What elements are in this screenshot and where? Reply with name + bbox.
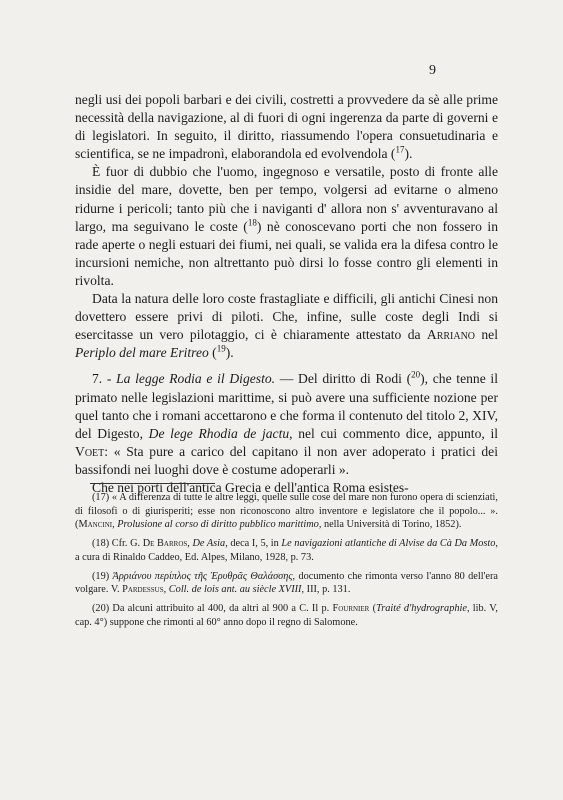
work-title: Prolusione al corso di diritto pubblico marittimo — [117, 519, 319, 531]
section-number: 7. - — [92, 371, 117, 387]
author-name: Fournier — [332, 602, 370, 614]
author-name: Mancini — [78, 519, 113, 531]
main-text — [75, 91, 498, 497]
work-title: Periplo del mare Eritreo — [75, 345, 209, 361]
author-name: De Barros — [142, 538, 188, 550]
section-heading: La legge Rodia e il Digesto. — [116, 371, 276, 387]
work-title: Le navigazioni atlantiche di Alvise da Cà Da Mosto — [281, 538, 496, 550]
paragraph-5: Che nei porti dell'antica Grecia e dell'antica Roma esistes- — [92, 479, 409, 495]
footnotes — [75, 491, 498, 634]
footnote-20: (20) Da alcuni attribuito al 400, da altri al 900 a C. Il p. Fournier (Traité d'hydrographie, lib. V, cap. 4°) suppone che rimonti al 60° anno dopo il regno di Salomone. — [75, 602, 498, 628]
section-7-paragraph: 7. - La legge Rodia e il Digesto. — Del diritto di Rodi ($^{20}$), che tenne il primato nelle legislazioni marittime, si può avere una sufficiente nozione per quel tanto che i romani accettarono e che forma il contenuto del titolo 2, XIV, del Digesto, De lege Rhodia de jactu, nel cui commento dice, appunto, il Voet: « Sta pure a carico del capitano il non aver adoperato i pratici dei bassifondi nei luoghi dove è costume adoperarli ». — [75, 369, 498, 477]
paragraph-3: Data la natura delle loro coste frastagliate e difficili, gli antichi Cinesi non dovettero essere privi di piloti. Che, infine, sulle coste degli Indi si esercitasse un vero pilotaggio, ci è chiaramente attestato da Arriano nel Periplo del mare Eritreo ($^{19}$). — [75, 291, 498, 361]
work-title: De Asia — [192, 538, 226, 550]
paragraph-2: È fuor di dubbio che l'uomo, ingegnoso e versatile, posto di fronte alle insidie del mare, dovette, ben per tempo, volgersi ad evitarne o almeno ridurne i pericoli; tanto più che i naviganti d' allora non s' avventuravano al largo, ma seguivano le coste ($^{18}$) nè conoscevano porti che non fossero in rade aperte o negli estuari dei fiumi, nei quali, se valida era la difesa contro le incursioni nemiche, non altrettanto può dirsi lo fosse contro gli elementi in rivolta. — [75, 164, 498, 288]
footnote-ref-20: 20 — [411, 369, 421, 380]
footnote-ref-19: 19 — [216, 343, 226, 354]
page-number: 9 — [429, 63, 437, 78]
paragraph-1: negli usi dei popoli barbari e dei civili, costretti a provvedere da sè alle prime necessità della navigazione, al di fuori di ogni ingerenza da parte di governi e di legislatori. In seguito, il diritto, riassumendo l'opera consuetudinaria e scientifica, se ne impadronì, elaborandola ed evolvendola ($^{17}$). — [75, 92, 498, 162]
work-title: Traité d'hydrographie — [376, 602, 467, 614]
footnote-17: (17) « A differenza di tutte le altre leggi, quelle sulle cose del mare non furono opera di scienziati, di filosofi o di giurisperiti; esse non riconoscono altro inventore e legislatore che il popolo... ». (Mancini, Prolusione al corso di diritto pubblico marittimo, nella Università di Torino, 1852). — [75, 492, 498, 531]
footnote-divider — [90, 483, 215, 484]
footnote-19: (19) Ἀρριάνου περίπλος τῆς Ἐρυθρᾶς Θαλάσσης, documento che rimonta verso l'anno 80 dell'era volgare. V. Pardessus, Coll. de lois ant. au siècle XVIII, III, p. 131. — [75, 570, 499, 596]
greek-title: Ἀρριάνου περίπλος τῆς Ἐρυθρᾶς Θαλάσσης — [112, 570, 293, 582]
work-title: Coll. de lois ant. au siècle XVIII — [168, 584, 302, 596]
work-title: De lege Rhodia de jactu — [148, 425, 290, 441]
author-name: Voet — [75, 443, 105, 459]
footnote-18: (18) Cfr. G. De Barros, De Asia, deca I, 5, in Le navigazioni atlantiche di Alvise da Cà Da Mosto, a cura di Rinaldo Caddeo, Ed. Alpes, Milano, 1928, p. 73. — [75, 538, 498, 563]
author-name: Pardessus — [122, 584, 164, 596]
author-name: Arriano — [426, 327, 476, 343]
footnote-ref-17: 17 — [395, 144, 405, 155]
footnote-ref-18: 18 — [247, 217, 257, 228]
